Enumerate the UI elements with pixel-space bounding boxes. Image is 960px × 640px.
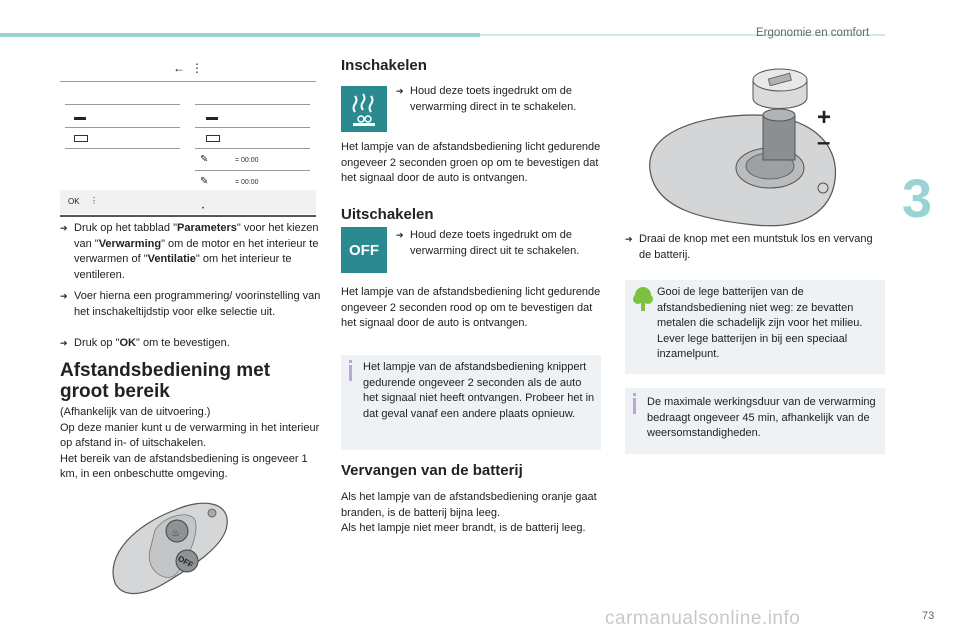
heading-off: Uitschakelen [341, 206, 434, 223]
page-number: 73 [922, 610, 935, 622]
bullet-text: Houd deze toets ingedrukt om de verwarming direct in te schakelen. [410, 85, 577, 113]
list-item [60, 289, 322, 320]
heat-on-button-icon [341, 86, 387, 132]
bullet-text: Voer hierna een programmering/ voorinstelling van het inschakeltijdstip voor elke selectie uit. [74, 290, 321, 318]
info-box: Het lampje van de afstandsbediening knippert gedurende ongeveer 2 seconden als de auto het signaal niet heeft ontvangen. Probeer het in dat geval vanaf een andere plaats opnieuw. [341, 355, 601, 450]
watermark: carmanualsonline.info [605, 608, 801, 629]
back-arrow-icon: ← [173, 61, 185, 75]
timer-value: = 00:00 [235, 179, 259, 186]
screen-divider [195, 127, 310, 128]
section-title: Ergonomie en comfort [756, 27, 870, 39]
bullet-icon: ➔ [60, 291, 68, 301]
list-item [396, 228, 596, 259]
menu-dots-icon: ⋮ [90, 196, 98, 205]
menu-dots-icon: ⋮ [191, 61, 203, 75]
heat-glyph-icon: ♨ [171, 528, 180, 539]
option-dash-icon [206, 117, 218, 120]
edit-pen-icon: ✎ [200, 176, 209, 187]
remote-control-illustration [105, 495, 235, 600]
eco-tree-icon [632, 286, 654, 312]
plus-sign: + [817, 104, 832, 131]
bullet-icon: ➔ [625, 234, 633, 244]
bullet-icon: ➔ [396, 86, 404, 96]
eco-box: Gooi de lege batterijen van de afstandsbediening niet weg: ze bevatten metalen die schadelijk zijn voor het milieu. Lever lege batterijen in bij een speciaal inzamelpunt. [625, 280, 885, 374]
info-icon [633, 393, 636, 396]
dot-icon: • [202, 206, 205, 212]
battery-cover-illustration [645, 60, 840, 235]
bullet-icon: ➔ [60, 223, 68, 233]
screen-divider [65, 104, 180, 105]
screen-divider [195, 104, 310, 105]
heading-on: Inschakelen [341, 57, 427, 74]
bullet-icon: ➔ [396, 230, 404, 240]
remote-off-label: OFF [176, 553, 195, 570]
screen-ok-bar [60, 190, 316, 214]
edit-pen-icon: ✎ [200, 154, 209, 165]
bullet-text: Draai de knop met een muntstuk los en vervang de batterij. [639, 233, 873, 261]
heat-off-button-icon: OFF [341, 227, 387, 273]
ok-label: OK [68, 197, 80, 206]
screen-divider [195, 170, 310, 171]
option-dash-icon [74, 117, 86, 120]
touchscreen-illustration [60, 55, 316, 217]
list-item [60, 336, 322, 352]
checkbox-icon [206, 135, 220, 142]
list-item [60, 221, 322, 283]
checkbox-icon [74, 135, 88, 142]
remote-description: (Afhankelijk van de uitvoering.) Op deze manier kunt u de verwarming in het interieur op afstand in- of uitschakelen. Het bereik van de afstandsbediening is ongeveer 1 km, in een onbeschutte omgeving. [60, 406, 320, 480]
info-box: De maximale werkingsduur van de verwarming bedraagt ongeveer 45 min, afhankelijk van de weersomstandigheden. [625, 388, 885, 454]
screen-divider [195, 148, 310, 149]
screen-header [60, 55, 316, 81]
battery-description: Als het lampje van de afstandsbediening oranje gaat branden, is de batterij bijna leeg. Als het lampje niet meer brandt, is de batterij leeg. [341, 491, 597, 534]
bullet-text: Houd deze toets ingedrukt om de verwarming direct uit te schakelen. [410, 229, 580, 257]
bullet-icon: ➔ [60, 338, 68, 348]
timer-value: = 00:00 [235, 157, 259, 164]
heading-battery: Vervangen van de batterij [341, 462, 523, 479]
screen-divider [60, 81, 316, 82]
screen-divider [65, 148, 180, 149]
info-icon [349, 360, 352, 363]
list-item [625, 232, 875, 263]
off-description: Het lampje van de afstandsbediening licht gedurende ongeveer 2 seconden rood op om te bevestigen dat het signaal door de auto is ontvangen. [341, 286, 601, 329]
list-item [396, 84, 596, 115]
on-description: Het lampje van de afstandsbediening licht gedurende ongeveer 2 seconden groen op om te bevestigen dat het signaal door de auto is ontvangen. [341, 141, 601, 184]
minus-sign: – [817, 129, 831, 156]
bullet-text: Druk op het tabblad "Parameters" voor het kiezen van "Verwarming" om de motor en het interieur te verwarmen of "Ventilatie" om het interieur te ventileren. [74, 222, 319, 281]
header-accent-bar [0, 33, 480, 37]
heading-remote: Afstandsbediening met groot bereik [60, 360, 271, 402]
bullet-text: Druk op "OK" om te bevestigen. [74, 337, 230, 349]
screen-divider [65, 127, 180, 128]
chapter-tab-number: 3 [902, 169, 933, 229]
